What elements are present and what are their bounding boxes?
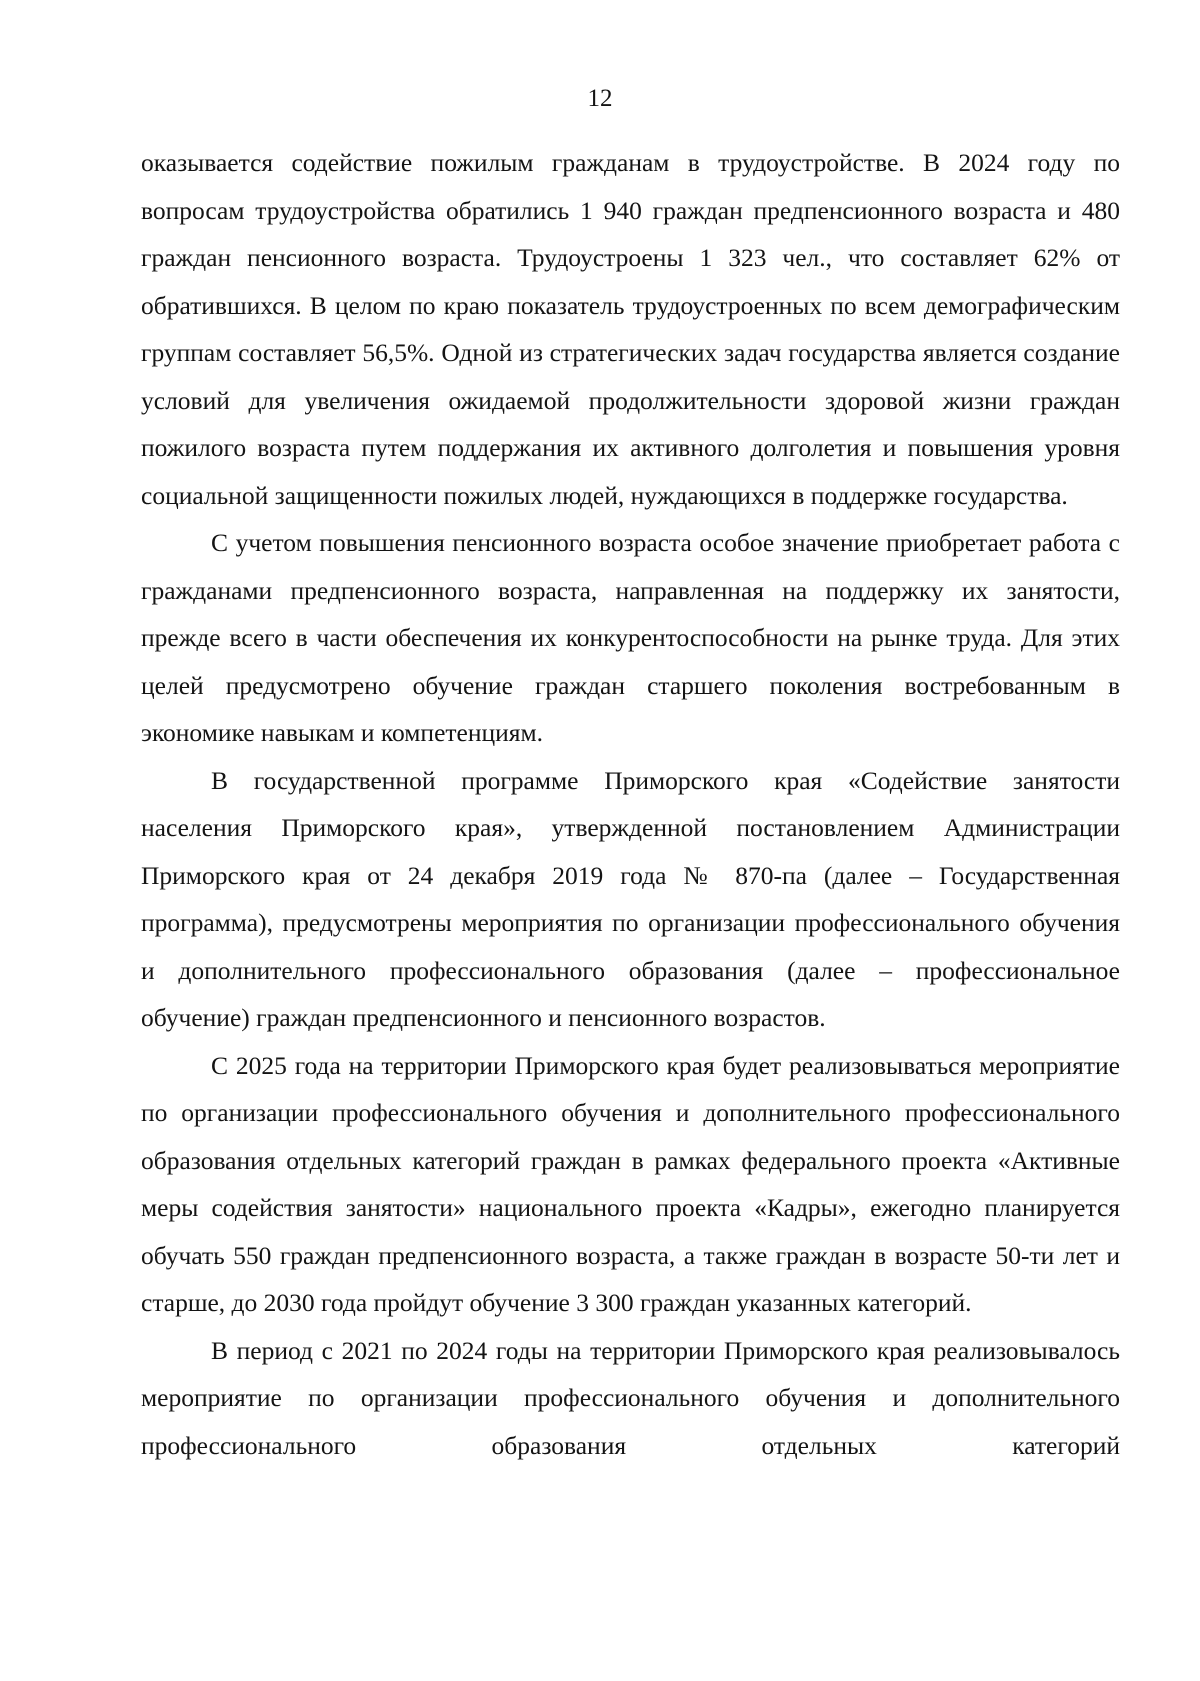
paragraph-1: оказывается содействие пожилым гражданам в трудоустройстве. В 2024 году по вопросам трудоустройства обратились 1 940 граждан предпенсионного возраста и 480 граждан пенсионного возраста. Трудоустроены 1 323 чел., что составляет 62% от обратившихся. В целом по краю показатель трудоустроенных по всем демографическим группам составляет 56,5%. Одной из стратегических задач государства является создание условий для увеличения ожидаемой продолжительности здоровой жизни граждан пожилого возраста путем поддержания их активного долголетия и повышения уровня социальной защищенности пожилых людей, нуждающихся в поддержке государства. xyxy=(141,148,1120,510)
paragraph-4: С 2025 года на территории Приморского края будет реализовываться мероприятие по организации профессионального обучения и дополнительного профессионального образования отдельных категорий граждан в рамках федерального проекта «Активные меры содействия занятости» национального проекта «Кадры», ежегодно планируется обучать 550 граждан предпенсионного возраста, а также граждан в возрасте 50-ти лет и старше, до 2030 года пройдут обучение 3 300 граждан указанных категорий. xyxy=(141,1050,1120,1317)
page-number: 12 xyxy=(587,85,613,112)
paragraph-5: В период с 2021 по 2024 годы на территории Приморского края реализовывалось мероприятие по организации профессионального обучения и дополнительного профессионального образования отдельных категорий xyxy=(141,1335,1120,1460)
document-body xyxy=(141,139,1120,1469)
paragraph-2: С учетом повышения пенсионного возраста особое значение приобретает работа с гражданами предпенсионного возраста, направленная на поддержку их занятости, прежде всего в части обеспечения их конкурентоспособности на рынке труда. Для этих целей предусмотрено обучение граждан старшего поколения востребованным в экономике навыкам и компетенциям. xyxy=(141,528,1120,747)
paragraph-3: В государственной программе Приморского края «Содействие занятости населения Приморского края», утвержденной постановлением Администрации Приморского края от 24 декабря 2019 года № 870-па (далее – Государственная программа), предусмотрены мероприятия по организации профессионального обучения и дополнительного профессионального образования (далее – профессиональное обучение) граждан предпенсионного и пенсионного возрастов. xyxy=(141,765,1120,1032)
